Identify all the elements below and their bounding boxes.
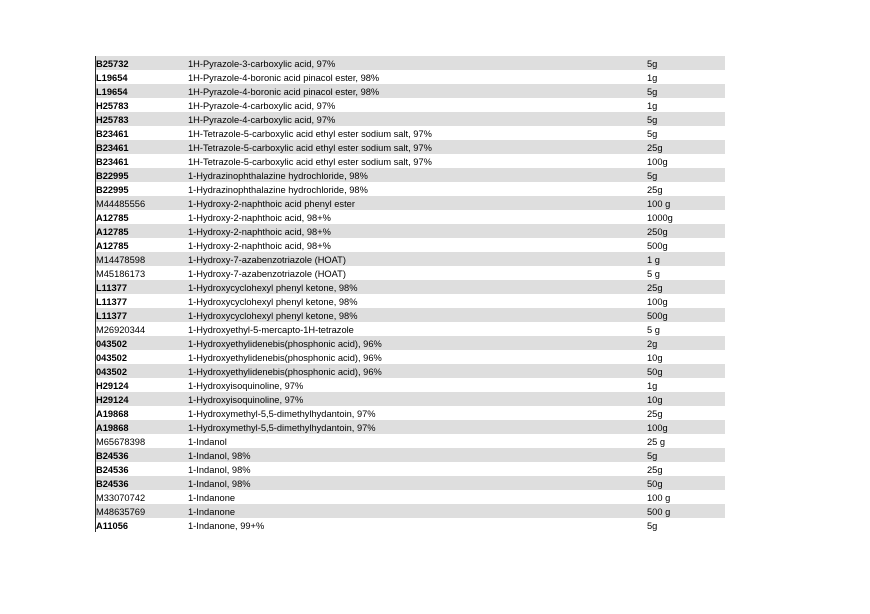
product-name: 1-Hydroxy-2-naphthoic acid, 98+% bbox=[188, 227, 331, 237]
package-size: 500g bbox=[647, 241, 668, 251]
package-size: 5g bbox=[647, 129, 658, 139]
catalog-code: A12785 bbox=[96, 241, 129, 251]
catalog-code: 043502 bbox=[96, 339, 128, 349]
package-size: 10g bbox=[647, 353, 663, 363]
product-name: 1-Hydroxy-2-naphthoic acid phenyl ester bbox=[188, 199, 355, 209]
package-size: 5g bbox=[647, 521, 658, 531]
catalog-code: M33070742 bbox=[96, 493, 146, 503]
catalog-code: M44485556 bbox=[96, 199, 146, 209]
product-table bbox=[95, 56, 725, 532]
package-size: 25 g bbox=[647, 437, 666, 447]
product-name: 1-Hydroxyethylidenebis(phosphonic acid), 96% bbox=[188, 367, 382, 377]
table-row bbox=[95, 98, 725, 112]
catalog-code: B24536 bbox=[96, 479, 129, 489]
table-row bbox=[95, 210, 725, 224]
package-size: 5 g bbox=[647, 325, 660, 335]
product-name: 1-Hydrazinophthalazine hydrochloride, 98% bbox=[188, 171, 368, 181]
product-name: 1H-Pyrazole-4-carboxylic acid, 97% bbox=[188, 115, 336, 125]
product-name: 1-Hydroxy-2-naphthoic acid, 98+% bbox=[188, 241, 331, 251]
product-name: 1-Hydroxymethyl-5,5-dimethylhydantoin, 97% bbox=[188, 409, 376, 419]
catalog-code: A19868 bbox=[96, 409, 129, 419]
product-name: 1-Indanone bbox=[188, 507, 236, 517]
product-name: 1-Hydroxyethylidenebis(phosphonic acid), 96% bbox=[188, 353, 382, 363]
package-size: 25g bbox=[647, 185, 663, 195]
table-row bbox=[95, 140, 725, 154]
package-size: 25g bbox=[647, 409, 663, 419]
package-size: 1g bbox=[647, 381, 658, 391]
table-row bbox=[95, 224, 725, 238]
product-name: 1H-Tetrazole-5-carboxylic acid ethyl ester sodium salt, 97% bbox=[188, 129, 432, 139]
product-name: 1-Hydroxymethyl-5,5-dimethylhydantoin, 97% bbox=[188, 423, 376, 433]
table-row bbox=[95, 154, 725, 168]
package-size: 100g bbox=[647, 297, 668, 307]
catalog-code: B23461 bbox=[96, 157, 129, 167]
package-size: 100g bbox=[647, 423, 668, 433]
product-name: 1H-Pyrazole-4-carboxylic acid, 97% bbox=[188, 101, 336, 111]
product-name: 1-Hydroxycyclohexyl phenyl ketone, 98% bbox=[188, 297, 358, 307]
table-row bbox=[95, 266, 725, 280]
product-name: 1-Indanol, 98% bbox=[188, 465, 251, 475]
catalog-code: B24536 bbox=[96, 465, 129, 475]
catalog-code: 043502 bbox=[96, 367, 128, 377]
product-name: 1-Hydroxyisoquinoline, 97% bbox=[188, 395, 304, 405]
catalog-code: B24536 bbox=[96, 451, 129, 461]
catalog-code: M48635769 bbox=[96, 507, 146, 517]
package-size: 25g bbox=[647, 283, 663, 293]
product-name: 1-Hydroxy-7-azabenzotriazole (HOAT) bbox=[188, 269, 346, 279]
catalog-code: L11377 bbox=[96, 311, 128, 321]
table-row bbox=[95, 448, 725, 462]
catalog-code: L11377 bbox=[96, 283, 128, 293]
package-size: 500 g bbox=[647, 507, 671, 517]
catalog-code: H25783 bbox=[96, 115, 129, 125]
table-row bbox=[95, 476, 725, 490]
package-size: 25g bbox=[647, 465, 663, 475]
product-name: 1-Hydroxycyclohexyl phenyl ketone, 98% bbox=[188, 283, 358, 293]
catalog-code: M14478598 bbox=[96, 255, 146, 265]
table-row bbox=[95, 364, 725, 378]
table-row bbox=[95, 238, 725, 252]
table-row bbox=[95, 84, 725, 98]
package-size: 5g bbox=[647, 171, 658, 181]
package-size: 100 g bbox=[647, 199, 671, 209]
table-row bbox=[95, 322, 725, 336]
product-name: 1-Hydroxyethylidenebis(phosphonic acid), 96% bbox=[188, 339, 382, 349]
product-name: 1-Hydroxyethyl-5-mercapto-1H-tetrazole bbox=[188, 325, 354, 335]
catalog-code: B22995 bbox=[96, 185, 129, 195]
package-size: 5g bbox=[647, 451, 658, 461]
table-row bbox=[95, 504, 725, 518]
catalog-code: H25783 bbox=[96, 101, 129, 111]
catalog-code: L19654 bbox=[96, 73, 128, 83]
catalog-code: B25732 bbox=[96, 59, 129, 69]
package-size: 50g bbox=[647, 479, 663, 489]
catalog-code: M26920344 bbox=[96, 325, 146, 335]
package-size: 1g bbox=[647, 101, 658, 111]
table-row bbox=[95, 126, 725, 140]
product-name: 1-Hydroxy-7-azabenzotriazole (HOAT) bbox=[188, 255, 346, 265]
table-row bbox=[95, 434, 725, 448]
table-row bbox=[95, 280, 725, 294]
catalog-code: L19654 bbox=[96, 87, 128, 97]
package-size: 1000g bbox=[647, 213, 673, 223]
table-row bbox=[95, 182, 725, 196]
catalog-code: A12785 bbox=[96, 227, 129, 237]
table-row bbox=[95, 196, 725, 210]
product-name: 1-Indanol bbox=[188, 437, 227, 447]
catalog-code: 043502 bbox=[96, 353, 128, 363]
package-size: 250g bbox=[647, 227, 668, 237]
table-row bbox=[95, 112, 725, 126]
product-name: 1-Hydroxy-2-naphthoic acid, 98+% bbox=[188, 213, 331, 223]
package-size: 5g bbox=[647, 115, 658, 125]
product-name: 1H-Pyrazole-3-carboxylic acid, 97% bbox=[188, 59, 336, 69]
package-size: 50g bbox=[647, 367, 663, 377]
catalog-code: L11377 bbox=[96, 297, 128, 307]
catalog-code: H29124 bbox=[96, 395, 129, 405]
product-name: 1-Indanone, 99+% bbox=[188, 521, 265, 531]
product-name: 1-Indanol, 98% bbox=[188, 451, 251, 461]
product-name: 1-Hydroxycyclohexyl phenyl ketone, 98% bbox=[188, 311, 358, 321]
table-row bbox=[95, 252, 725, 266]
package-size: 100 g bbox=[647, 493, 671, 503]
package-size: 1 g bbox=[647, 255, 660, 265]
product-name: 1H-Pyrazole-4-boronic acid pinacol ester, 98% bbox=[188, 73, 380, 83]
catalog-code: B23461 bbox=[96, 143, 129, 153]
catalog-code: M45186173 bbox=[96, 269, 146, 279]
product-name: 1-Indanone bbox=[188, 493, 236, 503]
table-row bbox=[95, 462, 725, 476]
table-row bbox=[95, 168, 725, 182]
catalog-code: A11056 bbox=[96, 521, 129, 531]
table-row bbox=[95, 308, 725, 322]
catalog-code: M65678398 bbox=[96, 437, 146, 447]
product-name: 1H-Tetrazole-5-carboxylic acid ethyl ester sodium salt, 97% bbox=[188, 143, 432, 153]
catalog-code: A19868 bbox=[96, 423, 129, 433]
table-row bbox=[95, 336, 725, 350]
package-size: 10g bbox=[647, 395, 663, 405]
table-row bbox=[95, 294, 725, 308]
table-row bbox=[95, 378, 725, 392]
table-row bbox=[95, 420, 725, 434]
catalog-code: H29124 bbox=[96, 381, 129, 391]
product-name: 1H-Pyrazole-4-boronic acid pinacol ester, 98% bbox=[188, 87, 380, 97]
package-size: 5g bbox=[647, 87, 658, 97]
table-row bbox=[95, 406, 725, 420]
product-name: 1-Hydrazinophthalazine hydrochloride, 98% bbox=[188, 185, 368, 195]
table-row bbox=[95, 518, 725, 532]
table-row bbox=[95, 70, 725, 84]
package-size: 100g bbox=[647, 157, 668, 167]
package-size: 25g bbox=[647, 143, 663, 153]
package-size: 500g bbox=[647, 311, 668, 321]
product-name: 1-Indanol, 98% bbox=[188, 479, 251, 489]
product-name: 1H-Tetrazole-5-carboxylic acid ethyl ester sodium salt, 97% bbox=[188, 157, 432, 167]
table-row bbox=[95, 350, 725, 364]
product-name: 1-Hydroxyisoquinoline, 97% bbox=[188, 381, 304, 391]
table-row bbox=[95, 56, 725, 70]
package-size: 1g bbox=[647, 73, 658, 83]
package-size: 2g bbox=[647, 339, 658, 349]
table-row bbox=[95, 392, 725, 406]
catalog-code: B22995 bbox=[96, 171, 129, 181]
package-size: 5 g bbox=[647, 269, 660, 279]
catalog-code: B23461 bbox=[96, 129, 129, 139]
catalog-code: A12785 bbox=[96, 213, 129, 223]
package-size: 5g bbox=[647, 59, 658, 69]
table-row bbox=[95, 490, 725, 504]
